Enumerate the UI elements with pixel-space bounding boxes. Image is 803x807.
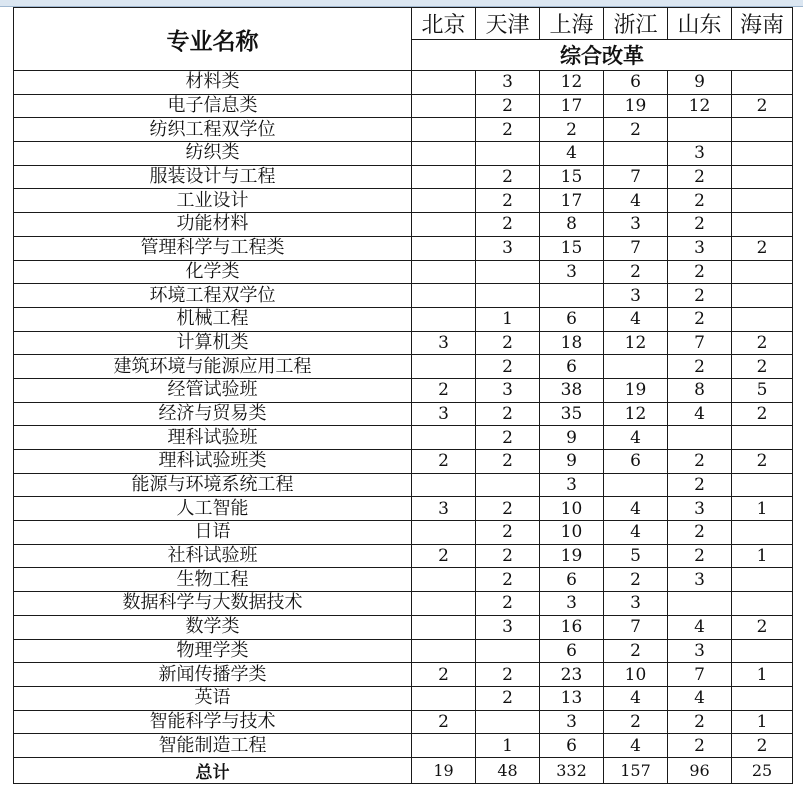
count-cell: 16	[540, 615, 604, 639]
count-cell	[412, 734, 476, 758]
count-cell: 10	[540, 497, 604, 521]
major-name-cell: 新闻传播学类	[14, 663, 412, 687]
count-cell: 3	[412, 331, 476, 355]
count-cell: 7	[668, 331, 732, 355]
region-header-zhejiang: 浙江	[604, 8, 668, 40]
count-cell: 2	[732, 236, 793, 260]
count-cell: 4	[604, 521, 668, 545]
count-cell: 2	[476, 118, 540, 142]
major-name-cell: 服装设计与工程	[14, 165, 412, 189]
count-cell: 3	[668, 236, 732, 260]
count-cell: 2	[412, 710, 476, 734]
count-cell: 4	[668, 402, 732, 426]
count-cell: 17	[540, 189, 604, 213]
major-name-cell: 英语	[14, 686, 412, 710]
major-name-cell: 社科试验班	[14, 544, 412, 568]
total-cell: 48	[476, 757, 540, 783]
major-name-cell: 经济与贸易类	[14, 402, 412, 426]
count-cell: 2	[476, 686, 540, 710]
count-cell: 10	[540, 521, 604, 545]
count-cell: 35	[540, 402, 604, 426]
count-cell: 2	[476, 355, 540, 379]
count-cell: 6	[540, 639, 604, 663]
major-name-cell: 管理科学与工程类	[14, 236, 412, 260]
region-header-tianjin: 天津	[476, 8, 540, 40]
count-cell: 15	[540, 236, 604, 260]
count-cell: 2	[476, 189, 540, 213]
count-cell	[412, 165, 476, 189]
table-row	[14, 236, 793, 260]
table-row	[14, 686, 793, 710]
count-cell: 3	[604, 284, 668, 308]
count-cell: 6	[540, 355, 604, 379]
count-cell: 2	[412, 663, 476, 687]
count-cell	[412, 592, 476, 616]
table-row	[14, 213, 793, 237]
major-name-cell: 纺织工程双学位	[14, 118, 412, 142]
count-cell	[412, 142, 476, 166]
count-cell: 2	[732, 734, 793, 758]
major-name-cell: 化学类	[14, 260, 412, 284]
table-row	[14, 378, 793, 402]
count-cell	[412, 568, 476, 592]
table-row	[14, 402, 793, 426]
count-cell: 2	[668, 213, 732, 237]
count-cell: 12	[604, 331, 668, 355]
count-cell: 2	[668, 260, 732, 284]
count-cell: 9	[540, 426, 604, 450]
region-header-shandong: 山东	[668, 8, 732, 40]
count-cell: 2	[540, 118, 604, 142]
count-cell: 1	[476, 307, 540, 331]
region-header-hainan: 海南	[732, 8, 793, 40]
count-cell: 6	[604, 71, 668, 95]
count-cell	[412, 236, 476, 260]
total-cell: 332	[540, 757, 604, 783]
count-cell	[412, 639, 476, 663]
count-cell	[732, 71, 793, 95]
count-cell	[732, 165, 793, 189]
major-name-cell: 计算机类	[14, 331, 412, 355]
count-cell	[476, 639, 540, 663]
count-cell: 3	[540, 473, 604, 497]
count-cell: 9	[668, 71, 732, 95]
count-cell: 1	[732, 497, 793, 521]
major-name-cell: 智能科学与技术	[14, 710, 412, 734]
count-cell: 2	[412, 544, 476, 568]
major-name-cell: 功能材料	[14, 213, 412, 237]
count-cell: 19	[540, 544, 604, 568]
count-cell: 3	[476, 71, 540, 95]
count-cell: 4	[604, 307, 668, 331]
count-cell	[732, 426, 793, 450]
table-row	[14, 355, 793, 379]
major-name-cell: 材料类	[14, 71, 412, 95]
table-row	[14, 260, 793, 284]
count-cell: 2	[476, 568, 540, 592]
count-cell	[732, 118, 793, 142]
count-cell: 5	[604, 544, 668, 568]
count-cell	[732, 284, 793, 308]
total-cell: 157	[604, 757, 668, 783]
count-cell: 2	[476, 94, 540, 118]
table-row	[14, 734, 793, 758]
count-cell: 3	[668, 568, 732, 592]
table-row	[14, 284, 793, 308]
count-cell: 4	[604, 189, 668, 213]
count-cell	[412, 118, 476, 142]
reform-group-header: 综合改革	[412, 40, 793, 71]
major-name-cell: 物理学类	[14, 639, 412, 663]
count-cell: 2	[732, 402, 793, 426]
count-cell: 2	[476, 426, 540, 450]
count-cell: 15	[540, 165, 604, 189]
count-cell	[412, 189, 476, 213]
count-cell: 3	[540, 260, 604, 284]
major-name-cell: 工业设计	[14, 189, 412, 213]
total-cell: 19	[412, 757, 476, 783]
major-name-cell: 理科试验班类	[14, 450, 412, 474]
count-cell: 3	[540, 710, 604, 734]
count-cell: 2	[476, 402, 540, 426]
count-cell	[412, 355, 476, 379]
table-row	[14, 710, 793, 734]
table-row	[14, 71, 793, 95]
count-cell: 3	[540, 592, 604, 616]
count-cell: 3	[412, 402, 476, 426]
count-cell: 3	[476, 236, 540, 260]
major-name-cell: 人工智能	[14, 497, 412, 521]
count-cell: 13	[540, 686, 604, 710]
count-cell: 8	[540, 213, 604, 237]
count-cell: 7	[604, 236, 668, 260]
count-cell	[476, 142, 540, 166]
count-cell: 3	[668, 142, 732, 166]
count-cell: 2	[668, 544, 732, 568]
count-cell: 2	[476, 592, 540, 616]
count-cell: 2	[668, 189, 732, 213]
count-cell: 1	[732, 663, 793, 687]
total-cell: 25	[732, 757, 793, 783]
count-cell	[412, 426, 476, 450]
count-cell: 2	[732, 355, 793, 379]
count-cell	[476, 710, 540, 734]
count-cell: 4	[604, 497, 668, 521]
count-cell: 2	[668, 355, 732, 379]
sheet-top-strip	[0, 0, 803, 7]
count-cell: 2	[412, 378, 476, 402]
count-cell: 2	[668, 473, 732, 497]
count-cell: 12	[604, 402, 668, 426]
count-cell: 6	[540, 307, 604, 331]
count-cell: 2	[476, 213, 540, 237]
count-cell	[732, 473, 793, 497]
count-cell: 2	[476, 663, 540, 687]
count-cell: 2	[476, 331, 540, 355]
count-cell: 3	[476, 615, 540, 639]
count-cell	[412, 521, 476, 545]
count-cell: 3	[476, 378, 540, 402]
count-cell: 2	[668, 165, 732, 189]
count-cell: 2	[604, 118, 668, 142]
table-row	[14, 94, 793, 118]
total-label: 总计	[14, 757, 412, 783]
count-cell: 7	[668, 663, 732, 687]
major-name-cell: 电子信息类	[14, 94, 412, 118]
major-column-header: 专业名称	[14, 8, 412, 71]
count-cell	[668, 426, 732, 450]
count-cell: 6	[604, 450, 668, 474]
count-cell: 38	[540, 378, 604, 402]
count-cell: 10	[604, 663, 668, 687]
count-cell	[732, 307, 793, 331]
count-cell: 2	[668, 521, 732, 545]
count-cell: 2	[476, 497, 540, 521]
major-name-cell: 数据科学与大数据技术	[14, 592, 412, 616]
count-cell: 3	[668, 639, 732, 663]
count-cell: 2	[604, 639, 668, 663]
count-cell	[732, 592, 793, 616]
count-cell: 6	[540, 734, 604, 758]
count-cell: 7	[604, 165, 668, 189]
table-row	[14, 639, 793, 663]
count-cell: 8	[668, 378, 732, 402]
count-cell: 17	[540, 94, 604, 118]
count-cell	[732, 260, 793, 284]
count-cell	[476, 473, 540, 497]
count-cell: 2	[732, 331, 793, 355]
major-name-cell: 能源与环境系统工程	[14, 473, 412, 497]
count-cell: 3	[604, 213, 668, 237]
count-cell: 2	[668, 734, 732, 758]
count-cell: 12	[540, 71, 604, 95]
table-row	[14, 663, 793, 687]
count-cell: 19	[604, 378, 668, 402]
region-header-shanghai: 上海	[540, 8, 604, 40]
count-cell: 2	[732, 615, 793, 639]
major-name-cell: 智能制造工程	[14, 734, 412, 758]
count-cell: 1	[476, 734, 540, 758]
major-name-cell: 经管试验班	[14, 378, 412, 402]
total-row	[14, 757, 793, 783]
count-cell	[604, 142, 668, 166]
count-cell	[732, 686, 793, 710]
count-cell	[732, 213, 793, 237]
count-cell: 2	[476, 450, 540, 474]
count-cell: 1	[732, 544, 793, 568]
count-cell	[732, 568, 793, 592]
count-cell	[476, 284, 540, 308]
table-row	[14, 568, 793, 592]
count-cell: 5	[732, 378, 793, 402]
count-cell: 2	[604, 568, 668, 592]
count-cell: 2	[412, 450, 476, 474]
table-row	[14, 521, 793, 545]
count-cell: 12	[668, 94, 732, 118]
major-name-cell: 纺织类	[14, 142, 412, 166]
count-cell: 4	[668, 686, 732, 710]
major-name-cell: 建筑环境与能源应用工程	[14, 355, 412, 379]
total-cell: 96	[668, 757, 732, 783]
count-cell	[412, 307, 476, 331]
table-row	[14, 426, 793, 450]
table-row	[14, 189, 793, 213]
count-cell	[412, 615, 476, 639]
count-cell	[412, 473, 476, 497]
count-cell	[412, 686, 476, 710]
count-cell	[412, 284, 476, 308]
count-cell: 6	[540, 568, 604, 592]
count-cell: 2	[668, 307, 732, 331]
count-cell: 2	[732, 94, 793, 118]
count-cell: 2	[476, 165, 540, 189]
count-cell	[732, 189, 793, 213]
count-cell: 4	[604, 686, 668, 710]
count-cell: 18	[540, 331, 604, 355]
count-cell	[412, 71, 476, 95]
count-cell	[476, 260, 540, 284]
count-cell	[668, 592, 732, 616]
count-cell: 3	[668, 497, 732, 521]
major-name-cell: 生物工程	[14, 568, 412, 592]
table-row	[14, 497, 793, 521]
table-row	[14, 450, 793, 474]
count-cell	[604, 355, 668, 379]
table-row	[14, 307, 793, 331]
count-cell: 23	[540, 663, 604, 687]
count-cell: 3	[412, 497, 476, 521]
count-cell: 2	[604, 710, 668, 734]
table-row	[14, 544, 793, 568]
table-row	[14, 118, 793, 142]
table-row	[14, 331, 793, 355]
count-cell: 4	[668, 615, 732, 639]
major-name-cell: 日语	[14, 521, 412, 545]
admission-table	[13, 7, 793, 784]
major-name-cell: 环境工程双学位	[14, 284, 412, 308]
count-cell: 2	[732, 450, 793, 474]
count-cell: 4	[604, 734, 668, 758]
count-cell: 4	[604, 426, 668, 450]
count-cell: 2	[668, 710, 732, 734]
count-cell	[604, 473, 668, 497]
count-cell	[540, 284, 604, 308]
count-cell: 2	[668, 450, 732, 474]
count-cell: 9	[540, 450, 604, 474]
table-row	[14, 473, 793, 497]
table-row	[14, 165, 793, 189]
count-cell: 4	[540, 142, 604, 166]
table-row	[14, 615, 793, 639]
table-row	[14, 592, 793, 616]
count-cell	[412, 213, 476, 237]
region-header-beijing: 北京	[412, 8, 476, 40]
count-cell: 2	[604, 260, 668, 284]
table-row	[14, 142, 793, 166]
count-cell: 2	[476, 521, 540, 545]
count-cell: 2	[668, 284, 732, 308]
count-cell: 19	[604, 94, 668, 118]
count-cell	[732, 639, 793, 663]
count-cell: 3	[604, 592, 668, 616]
major-name-cell: 机械工程	[14, 307, 412, 331]
count-cell	[412, 94, 476, 118]
count-cell	[668, 118, 732, 142]
count-cell	[732, 142, 793, 166]
count-cell: 7	[604, 615, 668, 639]
major-name-cell: 数学类	[14, 615, 412, 639]
major-name-cell: 理科试验班	[14, 426, 412, 450]
count-cell	[732, 521, 793, 545]
count-cell: 2	[476, 544, 540, 568]
count-cell: 1	[732, 710, 793, 734]
count-cell	[412, 260, 476, 284]
